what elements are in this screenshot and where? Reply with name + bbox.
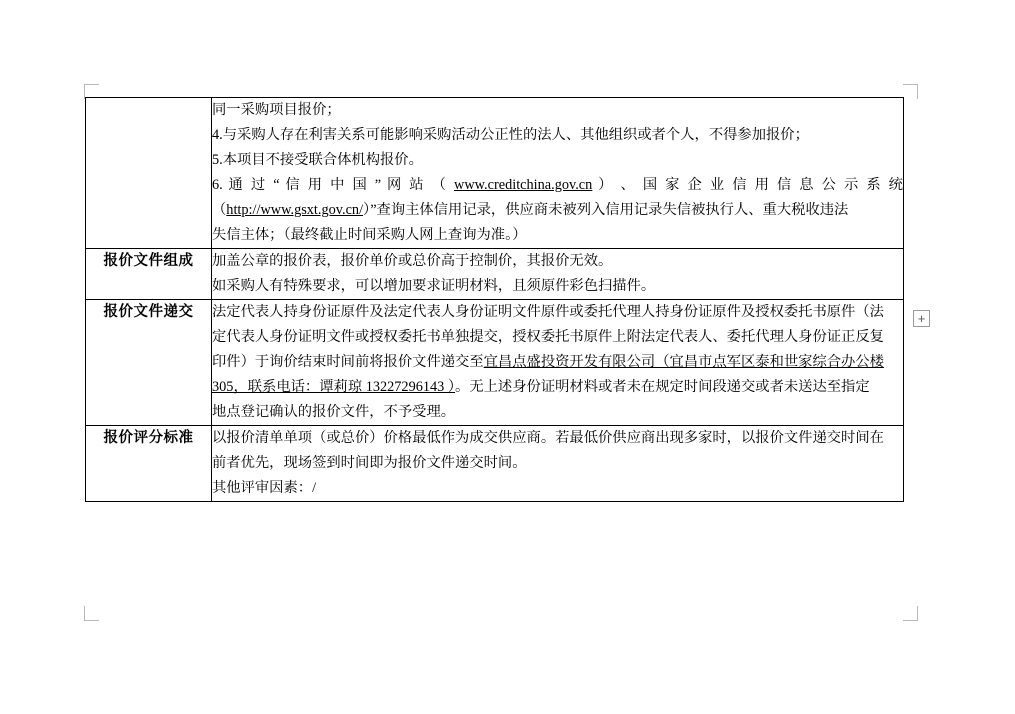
paragraph: 法定代表人持身份证原件及法定代表人身份证明文件原件或委托代理人持身份证原件及授权委托书原件（法 bbox=[212, 304, 884, 320]
paragraph: 加盖公章的报价表，报价单价或总价高于控制价，其报价无效。 bbox=[212, 253, 613, 269]
row-label-cell-1: 报价文件组成 bbox=[86, 249, 212, 300]
page-crop-mark-bottom-left bbox=[84, 606, 99, 621]
paragraph: 4.与采购人存在利害关系可能影响采购活动公正性的法人、其他组织或者个人，不得参加报价； bbox=[212, 127, 809, 143]
row-label-cell-0 bbox=[86, 98, 212, 249]
row-body-cell-0 bbox=[212, 98, 904, 249]
table-row bbox=[86, 300, 904, 426]
paragraph: 定代表人身份证明文件或授权委托书单独提交，授权委托书原件上附法定代表人、委托代理人身份证正反复 bbox=[212, 329, 884, 345]
page-crop-mark-top-right bbox=[903, 84, 918, 99]
table-row bbox=[86, 249, 904, 300]
paragraph: （http://www.gsxt.gov.cn/）”查询主体信用记录，供应商未被列入信用记录失信被执行人、重大税收违法 bbox=[212, 202, 849, 218]
paragraph: 印件）于询价结束时间前将报价文件递交至宜昌点盛投资开发有限公司（宜昌市点军区泰和世家综合办公楼 bbox=[212, 354, 884, 370]
row-body-cell-1 bbox=[212, 249, 904, 300]
paragraph: 前者优先，现场签到时间即为报价文件递交时间。 bbox=[212, 455, 527, 471]
paragraph: 如采购人有特殊要求，可以增加要求证明材料，且须原件彩色扫描件。 bbox=[212, 278, 656, 294]
paragraph: 6. 通 过 “ 信 用 中 国 ” 网 站 （ www.creditchina.gov.cn ） 、 国 家 企 业 信 用 信 息 公 示 系 统 bbox=[212, 177, 903, 193]
object-expand-handle[interactable]: + bbox=[913, 310, 930, 327]
page-crop-mark-bottom-right bbox=[903, 606, 918, 621]
table-row bbox=[86, 426, 904, 502]
paragraph: 地点登记确认的报价文件，不予受理。 bbox=[212, 404, 456, 420]
table-row bbox=[86, 98, 904, 249]
bid-requirements-table bbox=[85, 97, 904, 502]
row-label-cell-2: 报价文件递交 bbox=[86, 300, 212, 426]
paragraph: 5.本项目不接受联合体机构报价。 bbox=[212, 152, 423, 168]
paragraph: 同一采购项目报价； bbox=[212, 102, 341, 118]
row-body-cell-3 bbox=[212, 426, 904, 502]
paragraph: 305，联系电话：谭莉琼 13227296143 ）。无上述身份证明材料或者未在规定时间段递交或者未送达至指定 bbox=[212, 379, 870, 395]
row-body-cell-2 bbox=[212, 300, 904, 426]
paragraph: 失信主体；（最终截止时间采购人网上查询为准。） bbox=[212, 227, 527, 243]
paragraph: 其他评审因素：/ bbox=[212, 480, 317, 496]
paragraph: 以报价清单单项（或总价）价格最低作为成交供应商。若最低价供应商出现多家时，以报价文件递交时间在 bbox=[212, 430, 884, 446]
row-label-cell-3: 报价评分标准 bbox=[86, 426, 212, 502]
